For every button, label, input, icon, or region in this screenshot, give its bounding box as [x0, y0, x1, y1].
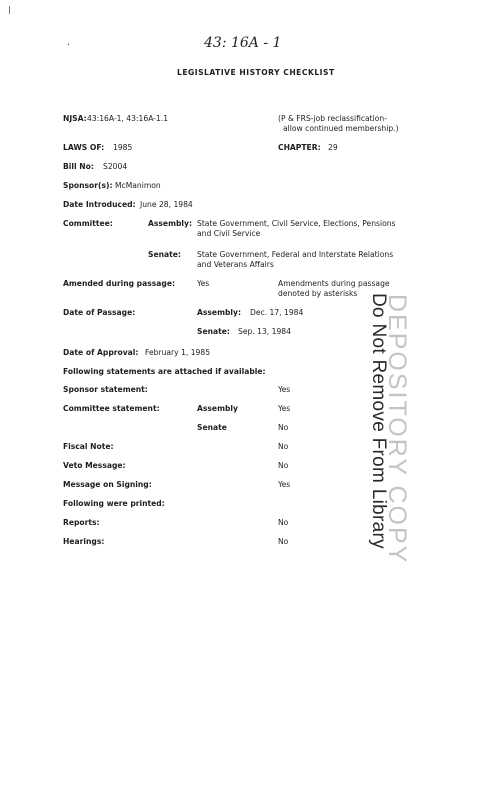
- njsa-label: NJSA:: [63, 114, 87, 123]
- chapter-value: 29: [328, 143, 338, 152]
- reports-value: No: [278, 518, 289, 527]
- message-on-signing-value: Yes: [278, 480, 291, 489]
- handwritten-reference: 43: 16A - 1: [204, 35, 282, 51]
- date-introduced-value: June 28, 1984: [140, 200, 193, 209]
- committee-assembly-line1: State Government, Civil Service, Elections, Pensions: [197, 219, 396, 228]
- amended-label: Amended during passage:: [63, 279, 176, 288]
- bill-no-label: Bill No:: [63, 162, 94, 171]
- bill-no-value: S2004: [103, 162, 128, 171]
- date-of-approval-value: February 1, 1985: [145, 348, 211, 357]
- committee-statement-senate-value: No: [278, 423, 289, 432]
- committee-statement-assembly-label: Assembly: [197, 404, 238, 413]
- hearings-value: No: [278, 537, 289, 546]
- committee-senate-label: Senate:: [148, 250, 181, 259]
- veto-message-label: Veto Message:: [63, 461, 126, 470]
- reports-label: Reports:: [63, 518, 100, 527]
- amended-note-line2: denoted by asterisks: [278, 289, 358, 298]
- date-of-approval-label: Date of Approval:: [63, 348, 139, 357]
- committee-senate-line1: State Government, Federal and Interstate Relations: [197, 250, 394, 259]
- committee-senate-line2: and Veterans Affairs: [197, 260, 274, 269]
- depository-copy-stamp: DEPOSITORY COPY: [383, 294, 411, 565]
- njsa-note-line1: (P & FRS-job reclassification-: [278, 114, 387, 123]
- veto-message-value: No: [278, 461, 289, 470]
- date-introduced-label: Date Introduced:: [63, 200, 136, 209]
- sponsor-statement-value: Yes: [278, 385, 291, 394]
- committee-assembly-label: Assembly:: [148, 219, 193, 228]
- message-on-signing-label: Message on Signing:: [63, 480, 152, 489]
- hearings-label: Hearings:: [63, 537, 105, 546]
- passage-assembly-value: Dec. 17, 1984: [250, 308, 304, 317]
- amended-value: Yes: [197, 279, 210, 288]
- page-title: LEGISLATIVE HISTORY CHECKLIST: [177, 68, 335, 77]
- sponsors-value: McManimon: [115, 181, 161, 190]
- margin-tick-mark: |: [8, 5, 11, 14]
- date-of-passage-label: Date of Passage:: [63, 308, 136, 317]
- committee-statement-label: Committee statement:: [63, 404, 160, 413]
- committee-assembly-line2: and Civil Service: [197, 229, 261, 238]
- sponsor-statement-label: Sponsor statement:: [63, 385, 148, 394]
- margin-dot-mark: ·: [67, 40, 71, 51]
- njsa-value: 43:16A-1, 43:16A-1.1: [87, 114, 169, 123]
- committee-label: Committee:: [63, 219, 113, 228]
- laws-of-label: LAWS OF:: [63, 143, 105, 152]
- committee-statement-assembly-value: Yes: [278, 404, 291, 413]
- passage-senate-value: Sep. 13, 1984: [238, 327, 291, 336]
- fiscal-note-value: No: [278, 442, 289, 451]
- do-not-remove-stamp: Do Not Remove From Library: [368, 293, 389, 549]
- fiscal-note-label: Fiscal Note:: [63, 442, 114, 451]
- laws-of-value: 1985: [113, 143, 133, 152]
- passage-assembly-label: Assembly:: [197, 308, 242, 317]
- sponsors-label: Sponsor(s):: [63, 181, 113, 190]
- chapter-label: CHAPTER:: [278, 143, 321, 152]
- njsa-note-line2: allow continued membership.): [283, 124, 399, 133]
- amended-note-line1: Amendments during passage: [278, 279, 390, 288]
- passage-senate-label: Senate:: [197, 327, 230, 336]
- following-printed-heading: Following were printed:: [63, 499, 165, 508]
- committee-statement-senate-label: Senate: [197, 423, 227, 432]
- following-attached-heading: Following statements are attached if available:: [63, 367, 266, 376]
